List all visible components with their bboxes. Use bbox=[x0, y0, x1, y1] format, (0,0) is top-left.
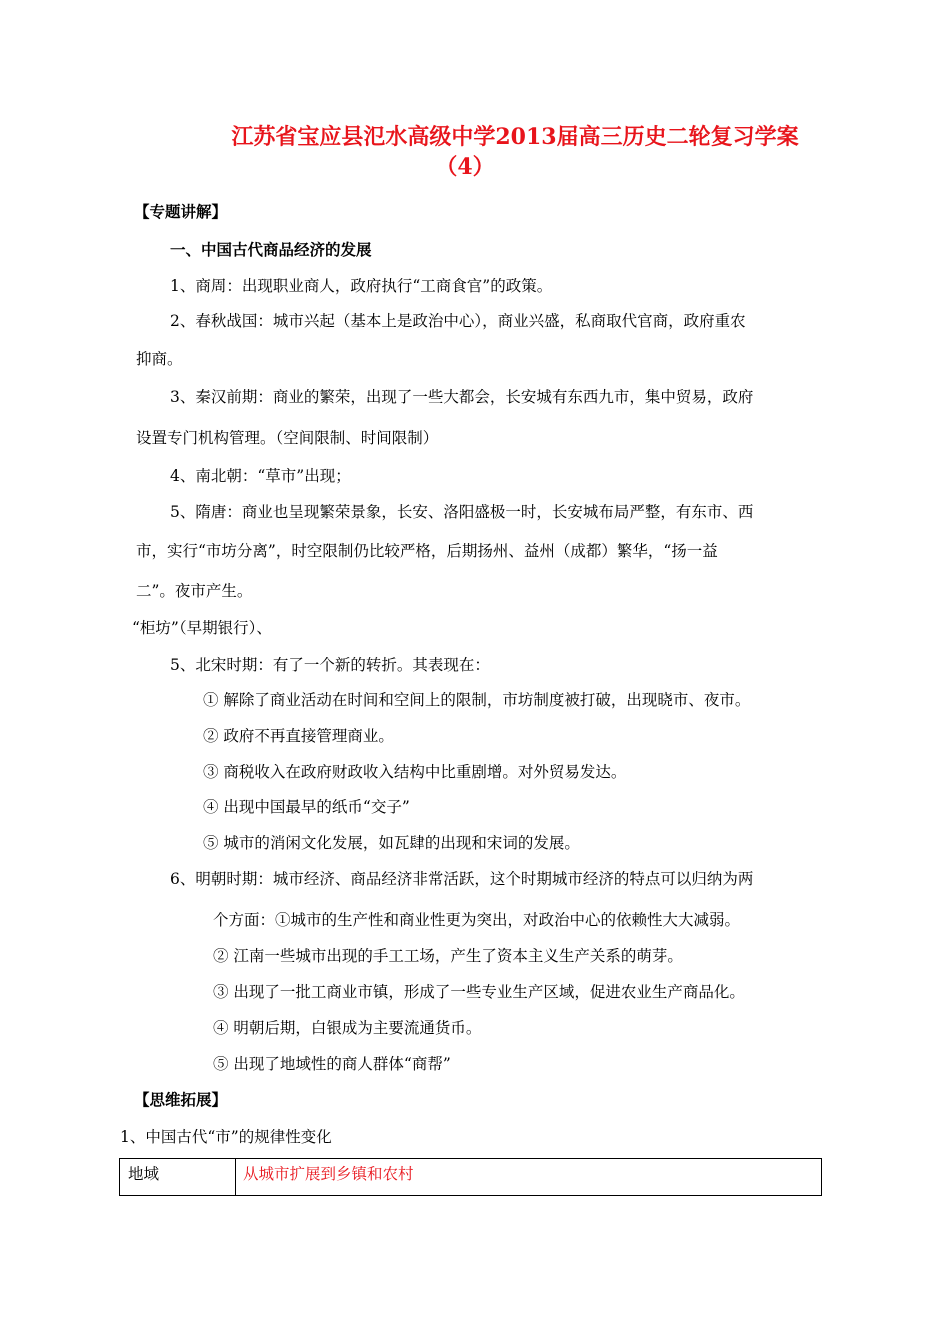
text-line: 二”。夜市产生。 bbox=[136, 582, 253, 600]
topic-heading: 一、中国古代商品经济的发展 bbox=[170, 240, 372, 259]
text-line: 1、商周：出现职业商人，政府执行“工商食官”的政策。 bbox=[170, 277, 553, 295]
text-line: ① 解除了商业活动在时间和空间上的限制，市坊制度被打破，出现晓市、夜市。 bbox=[203, 691, 751, 709]
page-title-line2: （4） bbox=[435, 154, 495, 180]
text-line: ④ 出现中国最早的纸币“交子” bbox=[203, 798, 410, 816]
text-line: 6、明朝时期：城市经济、商品经济非常活跃，这个时期城市经济的特点可以归纳为两 bbox=[170, 870, 754, 888]
text-line: ② 政府不再直接管理商业。 bbox=[203, 727, 394, 745]
thinking-heading: 【思维拓展】 bbox=[134, 1090, 228, 1109]
text-line: ⑤ 出现了地域性的商人群体“商帮” bbox=[213, 1055, 451, 1073]
text-line: 抑商。 bbox=[136, 350, 183, 368]
text-line: ③ 出现了一批工商业市镇，形成了一些专业生产区域，促进农业生产商品化。 bbox=[213, 983, 745, 1001]
page-title-line1: 江苏省宝应县氾水高级中学2013届高三历史二轮复习学案 bbox=[231, 124, 799, 150]
text-line: ④ 明朝后期，白银成为主要流通货币。 bbox=[213, 1019, 482, 1037]
text-line: 2、春秋战国：城市兴起（基本上是政治中心），商业兴盛，私商取代官商，政府重农 bbox=[170, 312, 746, 330]
thinking-item: 1、中国古代“市”的规律性变化 bbox=[120, 1128, 332, 1146]
summary-table bbox=[119, 1158, 822, 1196]
text-line: ② 江南一些城市出现的手工工场，产生了资本主义生产关系的萌芽。 bbox=[213, 947, 683, 965]
text-line: 5、隋唐：商业也呈现繁荣景象，长安、洛阳盛极一时，长安城布局严整，有东市、西 bbox=[170, 503, 754, 521]
table-label-cell: 地域 bbox=[120, 1159, 236, 1195]
table-value-cell: 从城市扩展到乡镇和农村 bbox=[243, 1165, 414, 1183]
lecture-heading: 【专题讲解】 bbox=[134, 202, 228, 221]
text-line: 市，实行“市坊分离”，时空限制仍比较严格，后期扬州、益州（成都）繁华，“扬一益 bbox=[136, 542, 718, 560]
text-line: ③ 商税收入在政府财政收入结构中比重剧增。对外贸易发达。 bbox=[203, 763, 627, 781]
text-line: 设置专门机构管理。（空间限制、时间限制） bbox=[136, 429, 439, 447]
text-line: 5、北宋时期：有了一个新的转折。其表现在： bbox=[170, 656, 490, 674]
text-line: 3、秦汉前期：商业的繁荣，出现了一些大都会，长安城有东西九市，集中贸易，政府 bbox=[170, 388, 754, 406]
text-line: “柜坊”（早期银行）、 bbox=[132, 619, 272, 637]
text-line: 4、南北朝：“草市”出现； bbox=[170, 467, 351, 485]
text-line: ⑤ 城市的消闲文化发展，如瓦肆的出现和宋词的发展。 bbox=[203, 834, 580, 852]
text-line: 个方面：①城市的生产性和商业性更为突出，对政治中心的依赖性大大减弱。 bbox=[213, 911, 741, 929]
